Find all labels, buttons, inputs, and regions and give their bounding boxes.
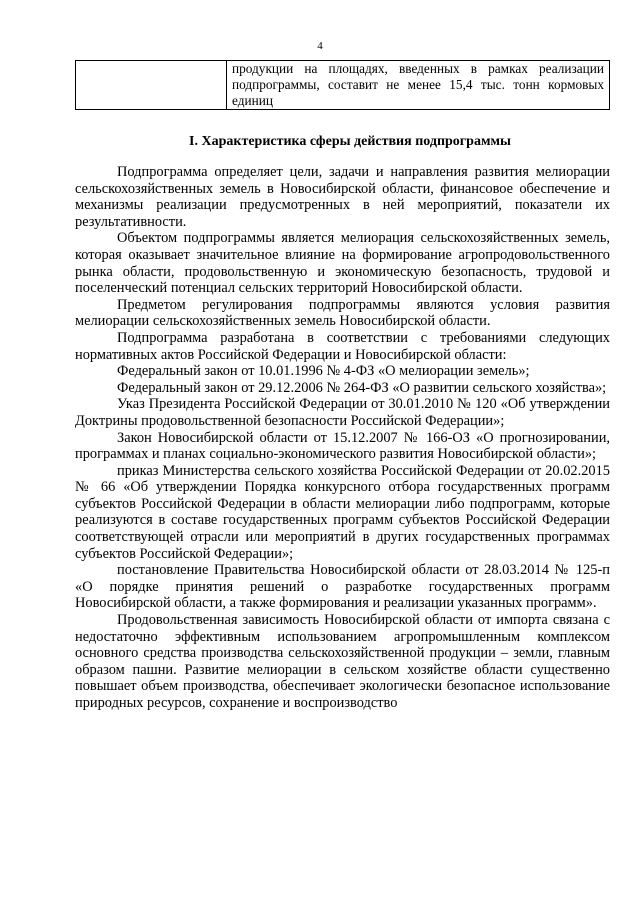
paragraph: приказ Министерства сельского хозяйства Российской Федерации от 20.02.2015 № 66 «Об утверждении Порядка конкурсного отбора государственных программ субъектов Российской Федерации в области мелиорации либо подпрограмм, которые реализуются в составе государственных программ субъектов Российской Федерации соответствующей отрасли или мероприятий в других государственных программах субъектов Российской Федерации»;	[75, 462, 610, 562]
page-number: 4	[317, 40, 323, 52]
paragraph: Подпрограмма разработана в соответствии с требованиями следующих нормативных актов Российской Федерации и Новосибирской области:	[75, 329, 610, 363]
paragraph: Подпрограмма определяет цели, задачи и направления развития мелиорации сельскохозяйственных земель в Новосибирской области, финансовое обеспечение и механизмы реализации предусмотренных в ней мероприятий, показатели их результативности.	[75, 164, 610, 230]
table-cell-text: продукции на площадях, введенных в рамках реализации подпрограммы, составит не менее 15,4 тыс. тонн кормовых единиц	[227, 61, 610, 110]
section-heading: I. Характеристика сферы действия подпрограммы	[189, 134, 511, 149]
paragraph: Федеральный закон от 10.01.1996 № 4-ФЗ «О мелиорации земель»;	[117, 363, 530, 380]
paragraph: Указ Президента Российской Федерации от 30.01.2010 № 120 «Об утверждении Доктрины продовольственной безопасности Российской Федерации»;	[75, 396, 610, 429]
paragraph: Объектом подпрограммы является мелиорация сельскохозяйственных земель, которая оказывает значительное влияние на формирование агропродовольственного рынка области, продовольственную и экономическую безопасность, трудовой и поселенческий потенциал сельских территорий Новосибирской области.	[75, 230, 610, 297]
body-text	[75, 164, 610, 712]
paragraph: Продовольственная зависимость Новосибирской области от импорта связана с недостаточно эффективным использованием агропромышленным комплексом основного средства производства сельскохозяйственной продукции – земли, главным образом пашни. Развитие мелиорации в сельском хозяйстве области существенно повышает объем производства, обеспечивает экологически безопасное использование природных ресурсов, сохранение и воспроизводство	[75, 612, 610, 711]
paragraph: постановление Правительства Новосибирской области от 28.03.2014 № 125-п «О порядке принятия решений о разработке государственных программ Новосибирской области, а также формирования и реализации указанных программ».	[75, 562, 610, 612]
paragraph: Предметом регулирования подпрограммы являются условия развития мелиорации сельскохозяйственных земель Новосибирской области.	[75, 296, 610, 330]
paragraph: Закон Новосибирской области от 15.12.2007 № 166-ОЗ «О прогнозировании, программах и планах социально-экономического развития Новосибирской области»;	[75, 429, 610, 463]
table-cell-empty	[76, 61, 227, 110]
paragraph: Федеральный закон от 29.12.2006 № 264-ФЗ «О развитии сельского хозяйства»;	[117, 379, 607, 396]
table-row	[76, 61, 610, 110]
continuation-table	[75, 60, 610, 110]
